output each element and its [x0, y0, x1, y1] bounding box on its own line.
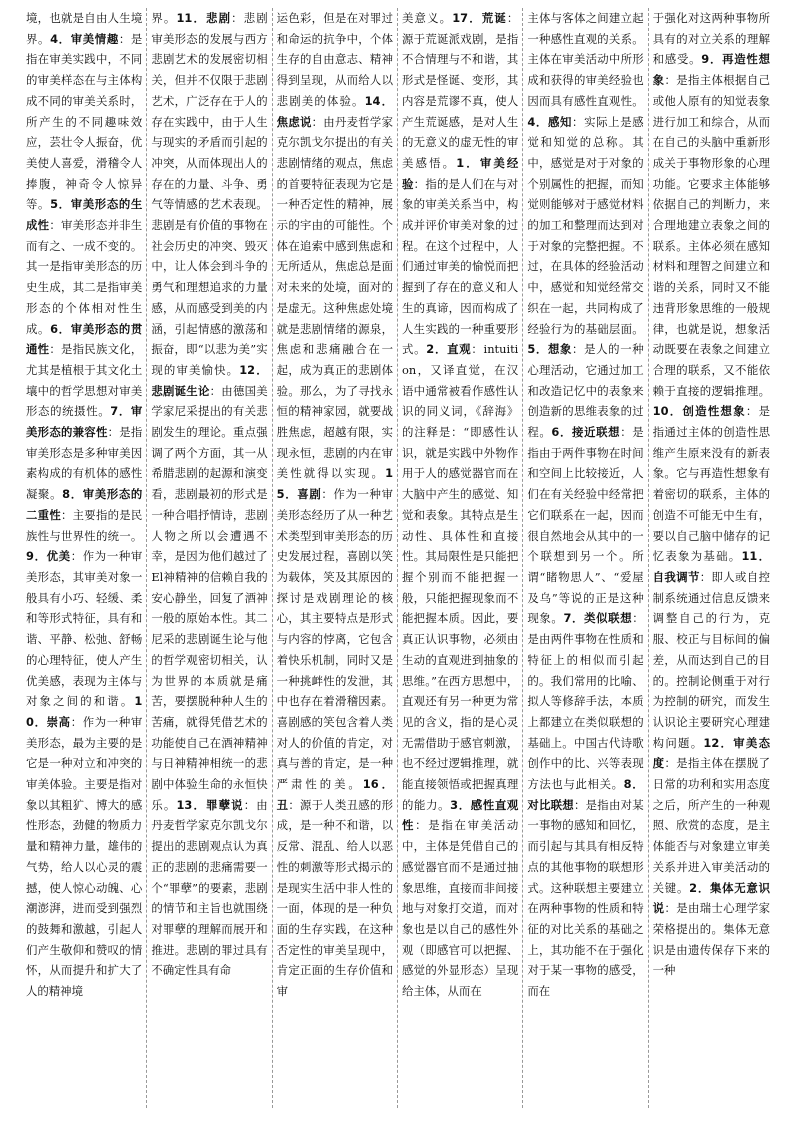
- term-heading: 14．焦虑说: [276, 93, 393, 129]
- term-heading: 10．崇高: [26, 694, 143, 729]
- body-text: ：主要指的是民族性与世界性的统一。: [26, 507, 143, 543]
- text-column: [523, 8, 648, 1108]
- body-text: ：是指由对某一事物的感知和回忆，而引起与其具有相反特点的其他事物的联想形式。这种联想主要建立在两种事物的性质和特征的对比关系的基础之上，其功能不在于强化对于某一事物的感受，而在: [527, 797, 644, 999]
- body-text: ：是指在审美活动中，主体是凭借自己的感觉器官而不是通过抽象思维，直接而非间接地与对象打交道，而对象也是以自己的感性外观（即感官可以把握、感觉的外显形态）呈现给主体，从而在: [402, 818, 519, 999]
- body-text: ：审美形态并非生而有之、一成不变的。其一是指审美形态的历史生成，其二是指审美形态的个体相对性生成。: [26, 218, 143, 336]
- body-text: ：是指由于两件事物在时间和空间上比较接近，人们在有关经验中经常把它们联系在一起，因而很自然地会从其中的一个联想到另一个。所谓“睹物思人”、“爱屋及乌”等说的正是这种现象。: [527, 425, 644, 626]
- body-text: ：作为一种审美形态，其审美对象一般具有小巧、轻缓、柔和等形式特征，具有和谐、平静、松弛、舒畅的心理特征，使人产生优美感，表现为主体与对象之间的和谐。: [26, 549, 143, 709]
- term-heading: 13．罪孽说: [176, 797, 244, 812]
- body-text: 于强化对这两种事物所具有的对立关系的理解和感受。: [652, 11, 770, 67]
- body-text: ：源于人类丑感的形成，是一种不和谐，以反常、混乱、给人以恶性的刺激等形式揭示的是现实生活中非人性的一面，体现的是一种负面的生存实践，在这种否定性的审美呈现中，肯定正面的生存价值和审: [276, 797, 393, 999]
- term-heading: 9．再造性想象: [652, 52, 770, 88]
- body-text: ：是指在审美实践中，不同的审美样态在与主体构成不同的审美关系时，所产生的不同趣味效应，芸壮令人振奋，优美使人喜爱，滑稽令人捧腹，神奇令人惊异等。: [26, 31, 143, 212]
- term-heading: 7．类似联想: [563, 611, 633, 626]
- term-heading: 16．丑: [276, 777, 393, 812]
- term-heading: 5．想象: [527, 342, 573, 357]
- body-text: ：是由两件事物在性质和特征上的相似而引起的。我们常用的比喻、拟人等修辞手法，本质上都建立在类似联想的基础上。中国古代诗歌创作中的比、兴等表现方法也与此相关。: [527, 611, 644, 792]
- term-heading: 10．创造性想象: [652, 404, 746, 419]
- body-text: ：实际上是感觉和知觉的总称。其中，感觉是对于对象的个别属性的把握，而知觉则能够对于感觉材料的加工和整理而达到对于对象的完整把握。不过，在具体的经验活动中，感觉和知觉经常交织在一起，共同构成了经验行为的基础层面。: [527, 114, 644, 336]
- term-heading: 11．悲剧: [176, 11, 232, 25]
- body-text: ：作为一种审美形态，最为主要的是它是一种对立和冲突的审美体验。主要是指对象以其粗犷、博大的感性形态，劲健的物质力量和精神力量，雄伟的气势，给人以心灵的震撼，使人惊心动魄、心潮澎湃，进而受到强烈的鼓舞和激越，引起人们产生敬仰和赞叹的情怀，从而提升和扩大了人的精神境: [26, 714, 143, 999]
- body-text: ：是指主体在摆脱了日常的功利和实用态度之后，所产生的一种观照、欣赏的态度，是主体能否与对象建立审美关系并进入审美活动的关键。: [652, 756, 770, 895]
- term-heading: 1．审美经验: [402, 155, 519, 191]
- term-heading: 8．对比联想: [527, 777, 644, 812]
- body-text: 界。: [151, 11, 177, 25]
- term-heading: 9．优美: [26, 549, 71, 564]
- body-text: 主体与客体之间建立起一种感性直观的关系。主体在审美活动中所形成和获得的审美经验也因而具有感性直观性。: [527, 11, 644, 108]
- body-text: ：即人或自控制系统通过信息反馈来调整自己的行为，克服、校正与目标间的偏差，从而达到自己的目的。控制论侧重于对行为控制的研究，而发生认识论主要研究心理建构问题。: [652, 569, 770, 750]
- body-text: ：是人的一种心理活动，它通过加工和改造记忆中的表象来创造新的思维表象的过程。: [527, 342, 644, 440]
- body-text: ：作为一种审美形态经历了从一种艺术类型到审美形态的历史发展过程，喜剧以笑为载体，笑及其原因的探讨是戏剧理论的核心，其主要特点是形式与内容的悖离，它包含着快乐机制，同时又是一种挑衅性的发泄，其中也存在着滑稽因素。喜剧感的笑包含着人类对人的价值的肯定，对真与善的肯定，是一种严肃性的美。: [276, 487, 393, 792]
- body-text: ：源于荒诞派戏剧，是指不合情理与不和谐，其形式是怪诞、变形，其内容是荒谬不真，使人产生荒诞感，是对人生的无意义的虚无性的审美感悟。: [402, 11, 519, 170]
- term-heading: 3．感性直观性: [402, 797, 519, 833]
- term-heading: 2．集体无意识说: [652, 880, 770, 916]
- term-heading: 6．审美形态的贯通性: [26, 321, 143, 357]
- body-text: ：由德国美学家尼采提出的有关悲剧发生的理论。重点强调了两个方面，其一从希腊悲剧的起源和演变看，悲剧最初的形式是一种合唱抒情诗，悲剧人物之所以会遭遇不幸，是因为他们越过了El神精神的信赖自我的安心静坐，回复了酒神一般的原始本性。其二尼采的悲剧诞生论与他的哲学观密切相关，认为世界的本质就是痛苦，要摆脱种种人生的苦痛，就得凭借艺术的功能使自己在酒神精神与日神精神相统一的悲剧中体验生命的永恒快乐。: [151, 383, 268, 812]
- term-heading: 12．悲剧诞生论: [151, 362, 268, 398]
- text-column: [273, 8, 398, 1108]
- body-text: ：由丹麦哲学家克尔凯戈尔提出的有关悲剧情绪的观点，焦虑的首要特征表现为它是一种否定性的精神，展示的宇由的可能性。个体在追索中感到焦虑和无所适从，焦虑总是面对未来的处境，面对的是虚无。这种焦虑处境就是悲剧情绪的源泉，焦虑和悲痛融合在一起，成为真正的悲剧体验。那么，为了寻找永恒的精神家园，就要战胜焦虑，超越有限，实现永恒，悲剧的内在审美性就得以实现。: [276, 114, 393, 481]
- text-column: [649, 8, 774, 1108]
- term-heading: 5．审美形态的生成性: [26, 197, 143, 233]
- term-heading: 6．接近联想: [551, 425, 621, 440]
- body-text: 境，也就是自由人生境界。: [26, 11, 143, 46]
- body-text: ：悲剧审美形态的发展与西方悲剧艺术的发展密切相关，但并不仅限于悲剧艺术，广泛存在于人的存在实践中，由于人生与现实的矛盾而引起的冲突，从而体现出人的存在的力量、斗争、勇气等情感的艺术表现。悲剧是有价值的事物在社会历史的冲突、毁灭中，让人体会到斗争的勇气和理想追求的力量感，从而感受到美的内涵，引起情感的激荡和振奋，即“以悲为美”实现的审美愉快。: [151, 11, 268, 377]
- body-text: ：指的是人们在与对象的审美关系当中，构成并评价审美对象的过程。在这个过程中，人们通过审美的愉悦而把握到了存在的意义和人生的真谛，因而构成了人生实践的一种重要形式。: [402, 176, 519, 357]
- body-text: 运色彩，但是在对罪过和命运的抗争中，个体生存的自由意志、精神得到呈现，从而给人以悲剧美的体验。: [276, 11, 393, 108]
- term-heading: 11．自我调节: [652, 549, 770, 584]
- body-text: ：是指通过主体的创造性思维产生原来没有的新表象。它与再造性想象有着密切的联系，主体的创造不可能无中生有，要以自己脑中储存的记忆表象为基础。: [652, 404, 770, 564]
- body-text: ：是指主体根据自己或他人原有的知觉表象进行加工和综合，从而在自己的头脑中重新形成关于事物形象的心理功能。它要求主体能够依据自己的判断力，来合理地建立表象之间的联系。主体必须在感知材料和理智之间建立和谐的关系，同时又不能违背形象思维的一般规律，也就是说，想象活动既要在表象之间建立合理的联系，又不能依赖于直接的逻辑推理。: [652, 73, 770, 398]
- term-heading: 4．感知: [527, 114, 573, 129]
- text-column: [22, 8, 147, 1108]
- page: [22, 8, 774, 1108]
- body-text: ：intuition，又译直觉，在汉语中通常被看作感性认识的同义词，《辞海》的注释是：“即感性认识，就是实践中外物作用于人的感觉器官而在大脑中产生的感觉、知觉和表象。其特点是生动性、具体性和直接性。其局限性是只能把握个别而不能把握一般，只能把握现象而不能把握本质。因此，要真正认识事物，必须由生动的直观进到抽象的思维。”在西方思想中，直观还有另一种更为常见的含义，指的是心灵无需借助于感官刺激，也不经过逻辑推理，就能直接领悟或把握真理的能力。: [402, 342, 519, 812]
- term-heading: 17．荒诞: [452, 11, 507, 25]
- body-text: 美意义。: [402, 11, 453, 25]
- body-text: ：由丹麦哲学家克尔凯戈尔提出的悲剧观点认为真正的悲剧的悲痛需要一个“罪孽”的要素，悲剧的情节和主旨也就围绕对罪孽的理解而展开和推进。悲剧的罪过具有不确定性具有命: [151, 797, 268, 978]
- term-heading: 7．审美形态的兼容性: [26, 404, 143, 440]
- term-heading: 12．审美态度: [652, 735, 770, 771]
- term-heading: 15．喜剧: [276, 466, 393, 502]
- body-text: ：是由瑞士心理学家荣格提出的。集体无意识是由遗传保存下来的一种: [652, 901, 770, 978]
- term-heading: 4．审美情趣: [50, 31, 119, 46]
- body-text: ：是指审美形态是多种审美因素构成的有机体的感性凝聚。: [26, 425, 143, 502]
- text-column: [398, 8, 523, 1108]
- body-text: ：是指民族文化，尤其是植根于其文化土壤中的哲学思想对审美形态的统摄性。: [26, 342, 143, 419]
- term-heading: 2．直观: [426, 342, 472, 357]
- text-column: [147, 8, 272, 1108]
- term-heading: 8．审美形态的二重性: [26, 487, 143, 522]
